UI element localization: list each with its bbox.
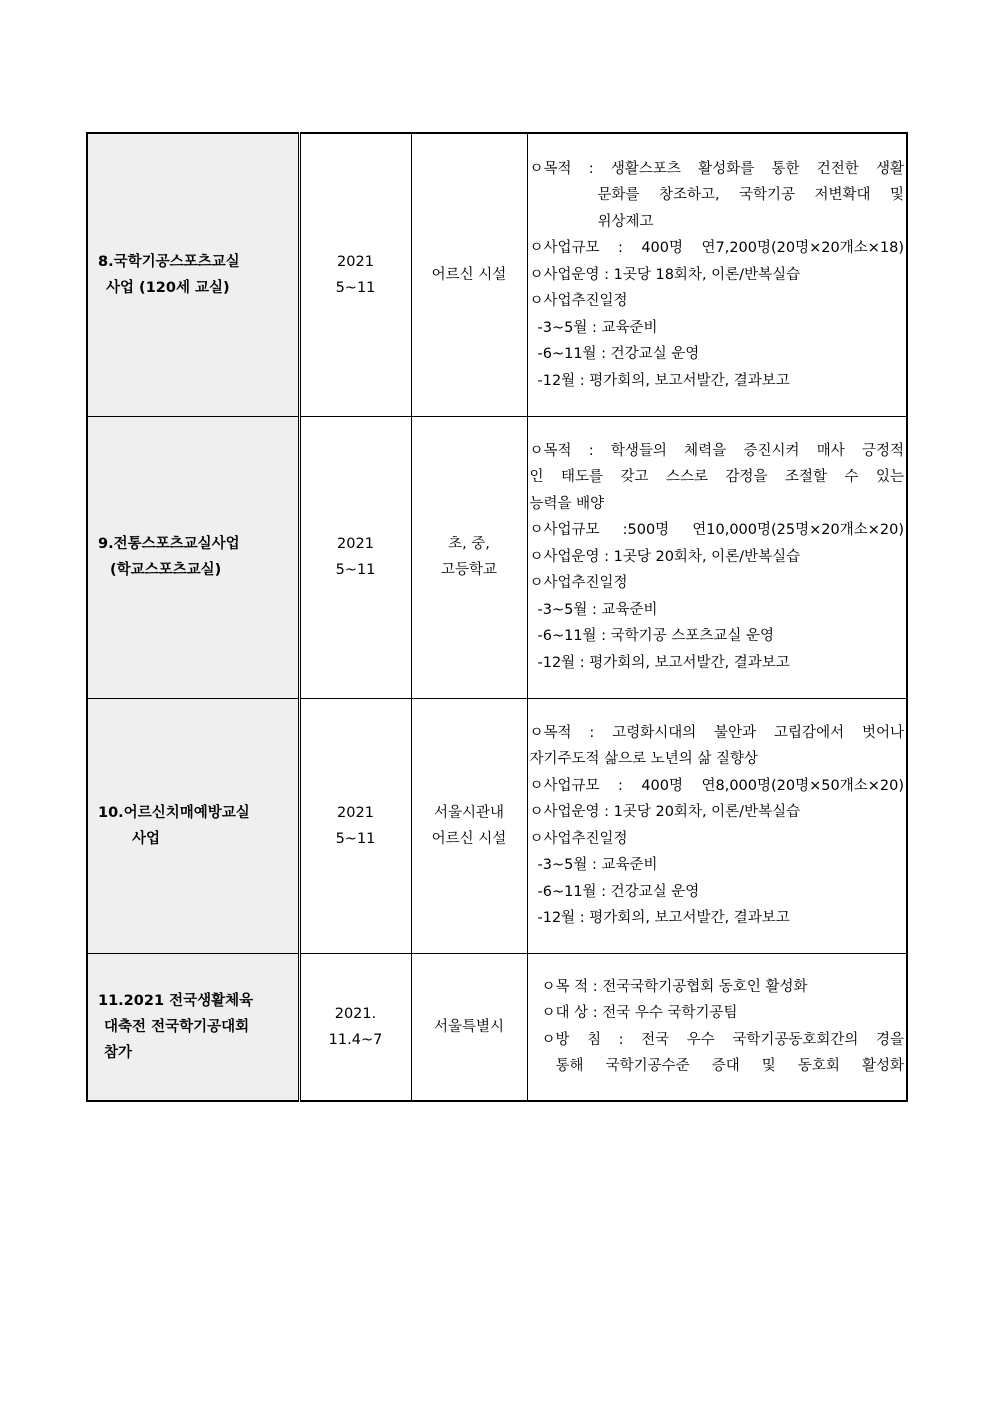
detail-line: -12월 : 평가회의, 보고서발간, 결과보고 xyxy=(537,910,790,926)
detail-line: ㅇ사업추진일정 xyxy=(529,575,628,592)
location-line: 초, 중, xyxy=(448,536,490,552)
detail-line: -3~5월 : 교육준비 xyxy=(537,857,658,873)
project-name-cell xyxy=(87,698,299,953)
location-cell xyxy=(411,953,527,1101)
table-row xyxy=(87,133,907,416)
period-cell xyxy=(299,416,411,698)
detail-line: 인 태도를 갖고 스스로 감정을 조절할 수 있는 xyxy=(529,469,904,486)
project-name-line: 대축전 전국학기공대회 xyxy=(104,1018,250,1035)
project-name-cell xyxy=(87,953,299,1101)
period-line: 2021 xyxy=(337,536,374,552)
location-line: 어르신 시설 xyxy=(431,266,507,283)
project-name-line: (학교스포츠교실) xyxy=(110,562,222,578)
detail-line: 문화를 창조하고, 국학기공 저변확대 및 xyxy=(597,187,904,203)
detail-line: ㅇ사업운영 : 1곳당 20회차, 이론/반복실습 xyxy=(529,804,801,820)
project-plan-table xyxy=(86,132,908,1102)
detail-line: -6~11월 : 건강교실 운영 xyxy=(537,346,700,362)
location-line: 고등학교 xyxy=(440,562,498,578)
detail-line: -3~5월 : 교육준비 xyxy=(537,601,658,618)
detail-line: ㅇ사업추진일정 xyxy=(529,293,628,309)
period-line: 2021. xyxy=(334,1005,377,1022)
detail-line: 위상제고 xyxy=(597,213,654,230)
detail-line: -12월 : 평가회의, 보고서발간, 결과보고 xyxy=(537,654,790,671)
period-cell xyxy=(299,133,411,416)
detail-line: ㅇ사업운영 : 1곳당 18회차, 이론/반복실습 xyxy=(529,266,801,283)
location-cell xyxy=(411,133,527,416)
detail-line: ㅇ목적 : 학생들의 체력을 증진시켜 매사 긍정적 xyxy=(529,442,904,459)
detail-line: -6~11월 : 건강교실 운영 xyxy=(537,883,700,900)
project-name-line: 사업 xyxy=(132,830,161,847)
period-line: 5~11 xyxy=(335,562,376,578)
project-name-cell xyxy=(87,416,299,698)
project-name-line: 9.전통스포츠교실사업 xyxy=(98,536,240,552)
detail-line: -12월 : 평가회의, 보고서발간, 결과보고 xyxy=(537,372,790,389)
period-line: 5~11 xyxy=(335,830,376,847)
period-line: 2021 xyxy=(337,804,374,821)
location-line: 서울시관내 xyxy=(433,804,505,821)
project-name-line: 참가 xyxy=(104,1044,133,1061)
detail-line: ㅇ대 상 : 전국 우수 국학기공팀 xyxy=(541,1005,738,1022)
period-line: 11.4~7 xyxy=(328,1031,383,1048)
detail-cell xyxy=(527,953,907,1101)
detail-line: ㅇ사업추진일정 xyxy=(529,830,628,847)
period-line: 5~11 xyxy=(335,279,376,296)
period-cell xyxy=(299,698,411,953)
detail-line: ㅇ사업규모 : 400명 연8,000명(20명×50개소×20) xyxy=(529,777,904,794)
table-row xyxy=(87,698,907,953)
detail-line: 능력을 배양 xyxy=(529,495,605,512)
detail-line: -3~5월 : 교육준비 xyxy=(537,319,658,336)
location-cell xyxy=(411,416,527,698)
table-row xyxy=(87,416,907,698)
project-name-line: 사업 (120세 교실) xyxy=(106,279,230,296)
detail-line: 자기주도적 삶으로 노년의 삶 질향상 xyxy=(529,751,759,767)
detail-line: 통해 국학기공수준 증대 및 동호회 활성화 xyxy=(555,1058,904,1075)
location-line: 어르신 시설 xyxy=(431,830,507,847)
detail-line: ㅇ방 침 : 전국 우수 국학기공동호회간의 경을 xyxy=(541,1031,904,1048)
detail-cell xyxy=(527,133,907,416)
detail-line: ㅇ사업규모 : 400명 연7,200명(20명×20개소×18) xyxy=(529,240,904,256)
detail-line: ㅇ사업운영 : 1곳당 20회차, 이론/반복실습 xyxy=(529,548,801,565)
detail-line: ㅇ목 적 : 전국국학기공협회 동호인 활성화 xyxy=(541,978,808,995)
detail-line: ㅇ목적 : 고령화시대의 불안과 고립감에서 벗어나 xyxy=(529,724,904,741)
period-cell xyxy=(299,953,411,1101)
project-name-line: 11.2021 전국생활체육 xyxy=(98,992,254,1009)
project-name-cell xyxy=(87,133,299,416)
table-row xyxy=(87,953,907,1101)
detail-cell xyxy=(527,416,907,698)
location-line: 서울특별시 xyxy=(433,1018,505,1035)
detail-cell xyxy=(527,698,907,953)
location-cell xyxy=(411,698,527,953)
period-line: 2021 xyxy=(337,253,374,270)
project-name-line: 10.어르신치매예방교실 xyxy=(98,804,250,821)
detail-line: ㅇ사업규모 :500명 연10,000명(25명×20개소×20) xyxy=(529,522,904,539)
detail-line: -6~11월 : 국학기공 스포츠교실 운영 xyxy=(537,628,774,645)
project-name-line: 8.국학기공스포츠교실 xyxy=(98,253,240,270)
detail-line: ㅇ목적 : 생활스포츠 활성화를 통한 건전한 생활 xyxy=(529,160,904,177)
